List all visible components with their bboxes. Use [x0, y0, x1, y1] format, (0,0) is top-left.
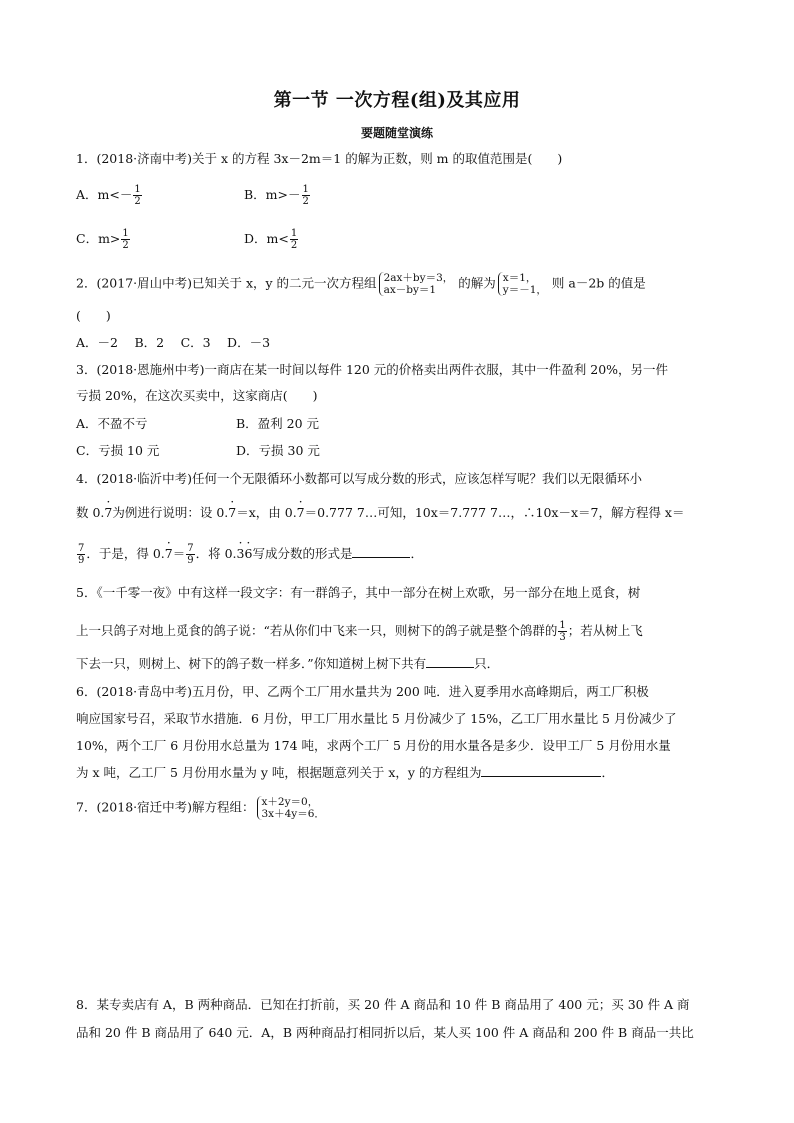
- equation-line: x＝1，: [502, 272, 537, 284]
- question-6-line-1: 6．(2018·青岛中考)五月份，甲、乙两个工厂用水量共为 200 吨．进入夏季用水高峰期后，两工厂积极: [76, 684, 649, 699]
- question-5-line-2: 上一只鸽子对地上觅食的鸽子说：“若从你们中飞来一只，则树下的鸽子就是整个鸽群的 $\frac{1}{3}$ ；若从树上飞: [76, 620, 643, 643]
- repeating-digit: · 7: [104, 504, 112, 522]
- fraction-denominator: 9: [187, 555, 194, 566]
- fraction: [186, 543, 194, 566]
- question-1-option-a: A．m<－ $\frac{1}{2}$: [76, 184, 141, 207]
- fraction-numerator: 1: [290, 228, 298, 239]
- question-3-line-2: 亏损 20%，在这次买卖中，这家商店( ): [76, 388, 318, 403]
- solution-system: [498, 272, 550, 296]
- question-8-line-2: 品和 20 件 B 商品用了 640 元．A，B 两种商品打相同折以后，某人买 100 件 A 商品和 200 件 B 商品一共比: [76, 1025, 694, 1040]
- answer-blank[interactable]: [352, 545, 410, 558]
- question-2-paren: ( ): [76, 308, 111, 323]
- equation-system: [257, 796, 328, 820]
- question-1-option-b: B．m>－ $\frac{1}{2}$: [244, 184, 309, 207]
- question-3-option-b: B．盈利 20 元: [236, 416, 320, 431]
- question-1-option-c: C．m> $\frac{1}{2}$: [76, 228, 129, 251]
- fraction-denominator: 2: [122, 240, 129, 251]
- repeating-digit: · 6: [244, 545, 252, 563]
- question-3-option-c: C．亏损 10 元: [76, 443, 160, 458]
- answer-blank[interactable]: [426, 655, 474, 668]
- question-5-line-1: 5．《一千零一夜》中有这样一段文字：有一群鸽子，其中一部分在树上欢歌，另一部分在地上觅食，树: [76, 585, 641, 600]
- equation-line: ax－by＝1: [383, 284, 437, 296]
- fraction: [121, 228, 129, 251]
- section-subtitle: 要题随堂演练: [360, 126, 433, 140]
- question-3-option-d: D．亏损 30 元: [236, 443, 320, 458]
- question-5-line-3: 下去一只，则树上、树下的鸽子数一样多．”你知道树上树下共有 只．: [76, 656, 500, 671]
- answer-blank[interactable]: [481, 764, 601, 777]
- fraction-numerator: 1: [302, 184, 309, 195]
- repeating-digit: · 7: [228, 504, 236, 522]
- repeating-digit: · 3: [237, 545, 245, 563]
- fraction-numerator: 7: [187, 543, 194, 554]
- fraction-numerator: 1: [559, 620, 566, 631]
- repeating-digit: · 7: [165, 545, 173, 563]
- question-6-line-4: 为 x 吨，乙工厂 5 月份用水量为 y 吨，根据题意列关于 x，y 的方程组为 ．: [76, 765, 614, 780]
- repeating-digit: · 7: [297, 504, 305, 522]
- fraction-numerator: 1: [122, 228, 129, 239]
- question-4-line-3: $\frac{7}{9}$ ．于是，得 0.· 7＝ $\frac{7}{9}$ ．将 0.· 3· 6写成分数的形式是 ．: [76, 543, 423, 566]
- question-1-option-d: D．m< $\frac{1}{2}$: [244, 228, 298, 251]
- fraction-denominator: 9: [78, 555, 85, 566]
- fraction: [290, 228, 298, 251]
- fraction-denominator: 3: [559, 632, 566, 643]
- question-6-line-2: 响应国家号召，采取节水措施．6 月份，甲工厂用水量比 5 月份减少了 15%，乙工厂用水量比 5 月份减少了: [76, 711, 677, 726]
- question-2-options: A．－2 B．2 C．3 D．－3: [76, 335, 271, 350]
- equation-line: 3x＋4y＝6．: [261, 808, 325, 820]
- fraction: [302, 184, 310, 207]
- fraction-denominator: 2: [134, 196, 141, 207]
- equation-line: y＝－1，: [502, 284, 547, 296]
- question-7-stem: 7．(2018·宿迁中考)解方程组： x＋2y＝0， 3x＋4y＝6．: [76, 796, 330, 820]
- equation-system: [379, 272, 457, 296]
- question-4-line-2: 数 0.· 7为例进行说明：设 0.· 7＝x，由 0.· 7＝0.777 7…可知，10x＝7.777 7…，∴10x－x＝7，解方程得 x＝: [76, 504, 684, 522]
- fraction: [558, 620, 566, 643]
- fraction-denominator: 2: [290, 240, 298, 251]
- question-4-line-1: 4．(2018·临沂中考)任何一个无限循环小数都可以写成分数的形式，应该怎样写呢？我们以无限循环小: [76, 471, 642, 486]
- question-3-option-a: A．不盈不亏: [76, 416, 148, 431]
- fraction: [77, 543, 85, 566]
- fraction-numerator: 7: [78, 543, 85, 554]
- equation-line: 2ax＋by＝3，: [383, 272, 454, 284]
- equation-line: x＋2y＝0，: [261, 796, 319, 808]
- fraction-denominator: 2: [302, 196, 309, 207]
- question-1-stem: 1．(2018·济南中考)关于 x 的方程 3x－2m＝1 的解为正数，则 m 的取值范围是( ): [76, 151, 563, 166]
- page-title: 第一节 一次方程(组)及其应用: [273, 90, 521, 111]
- fraction-numerator: 1: [134, 184, 141, 195]
- question-8-line-1: 8．某专卖店有 A，B 两种商品．已知在打折前，买 20 件 A 商品和 10 件 B 商品用了 400 元；买 30 件 A 商: [76, 997, 690, 1012]
- question-3-line-1: 3．(2018·恩施州中考)一商店在某一时间以每件 120 元的价格卖出两件衣服，其中一件盈利 20%，另一件: [76, 362, 669, 377]
- fraction: [133, 184, 141, 207]
- question-2-stem: 2．(2017·眉山中考)已知关于 x，y 的二元一次方程组 2ax＋by＝3， ax－by＝1 的解为 x＝1， y＝－1， 则 a－2b 的值是: [76, 272, 646, 296]
- question-6-line-3: 10%，两个工厂 6 月份用水总量为 174 吨，求两个工厂 5 月份的用水量各是多少．设甲工厂 5 月份用水量: [76, 738, 671, 753]
